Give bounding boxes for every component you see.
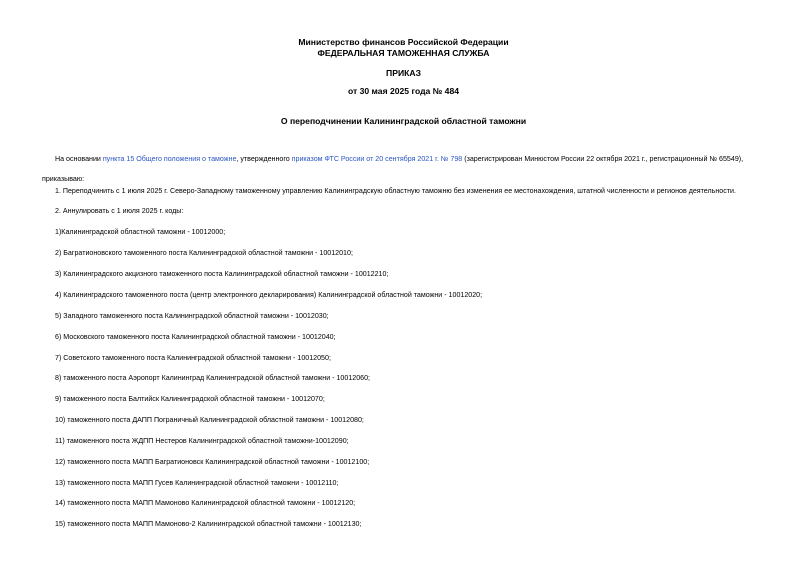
code-item: 11) таможенного поста ЖДПП Нестеров Калининградской областной таможни-10012090; bbox=[55, 437, 349, 445]
preamble-part1: На основании bbox=[55, 155, 103, 163]
link-general-provision[interactable]: пункта 15 Общего положения о таможне bbox=[102, 155, 237, 163]
preamble-part2: , утвержденного bbox=[236, 155, 292, 163]
code-item: 8) таможенного поста Аэропорт Калининград Калининградской областной таможни - 10012060; bbox=[55, 374, 371, 382]
service-heading: ФЕДЕРАЛЬНАЯ ТАМОЖЕННАЯ СЛУЖБА bbox=[317, 48, 490, 58]
doc-type: ПРИКАЗ bbox=[386, 68, 421, 78]
code-item: 9) таможенного поста Балтийск Калининградской областной таможни - 10012070; bbox=[55, 395, 325, 403]
code-item: 7) Советского таможенного поста Калининградской областной таможни - 10012050; bbox=[55, 354, 331, 362]
clause-2: 2. Аннулировать с 1 июля 2025 г. коды: bbox=[55, 207, 184, 215]
code-item: 2) Багратионовского таможенного поста Калининградской областной таможни - 10012010; bbox=[55, 249, 353, 257]
preamble-part3: (зарегистрирован Минюстом России 22 октября 2021 г., регистрационный № 65549), bbox=[462, 155, 744, 163]
code-item: 14) таможенного поста МАПП Мамоново Калининградской областной таможни - 10012120; bbox=[55, 499, 356, 507]
clause-1: 1. Переподчинить с 1 июля 2025 г. Северо-Западному таможенному управлению Калининградскую областную таможню без изменения ее местонахождения, штатной численности и регионов деятельности. bbox=[55, 187, 736, 195]
ministry-heading: Министерство финансов Российской Федерации bbox=[298, 37, 509, 47]
link-fts-order[interactable]: приказом ФТС России от 20 сентября 2021 г. № 798 bbox=[291, 155, 463, 163]
orders-label: приказываю: bbox=[42, 175, 85, 183]
code-item: 1)Калининградской областной таможни - 10012000; bbox=[55, 228, 226, 236]
code-item: 10) таможенного поста ДАПП Пограничный Калининградской областной таможни - 10012080; bbox=[55, 416, 364, 424]
preamble bbox=[55, 155, 743, 163]
code-item: 4) Калининградского таможенного поста (центр электронного декларирования) Калининградской областной таможни - 10012020; bbox=[55, 291, 483, 299]
code-item: 3) Калининградского акцизного таможенного поста Калининградской областной таможни - 10012210; bbox=[55, 270, 389, 278]
code-item: 15) таможенного поста МАПП Мамоново-2 Калининградской областной таможни - 10012130; bbox=[55, 520, 362, 528]
code-item: 6) Московского таможенного поста Калининградской областной таможни - 10012040; bbox=[55, 333, 336, 341]
code-item: 13) таможенного поста МАПП Гусев Калининградской областной таможни - 10012110; bbox=[55, 479, 339, 487]
date-number: от 30 мая 2025 года № 484 bbox=[347, 86, 460, 96]
code-item: 12) таможенного поста МАПП Багратионовск Калининградской областной таможни - 10012100; bbox=[55, 458, 370, 466]
doc-title: О переподчинении Калининградской областной таможни bbox=[280, 116, 527, 126]
code-item: 5) Западного таможенного поста Калининградской областной таможни - 10012030; bbox=[55, 312, 329, 320]
